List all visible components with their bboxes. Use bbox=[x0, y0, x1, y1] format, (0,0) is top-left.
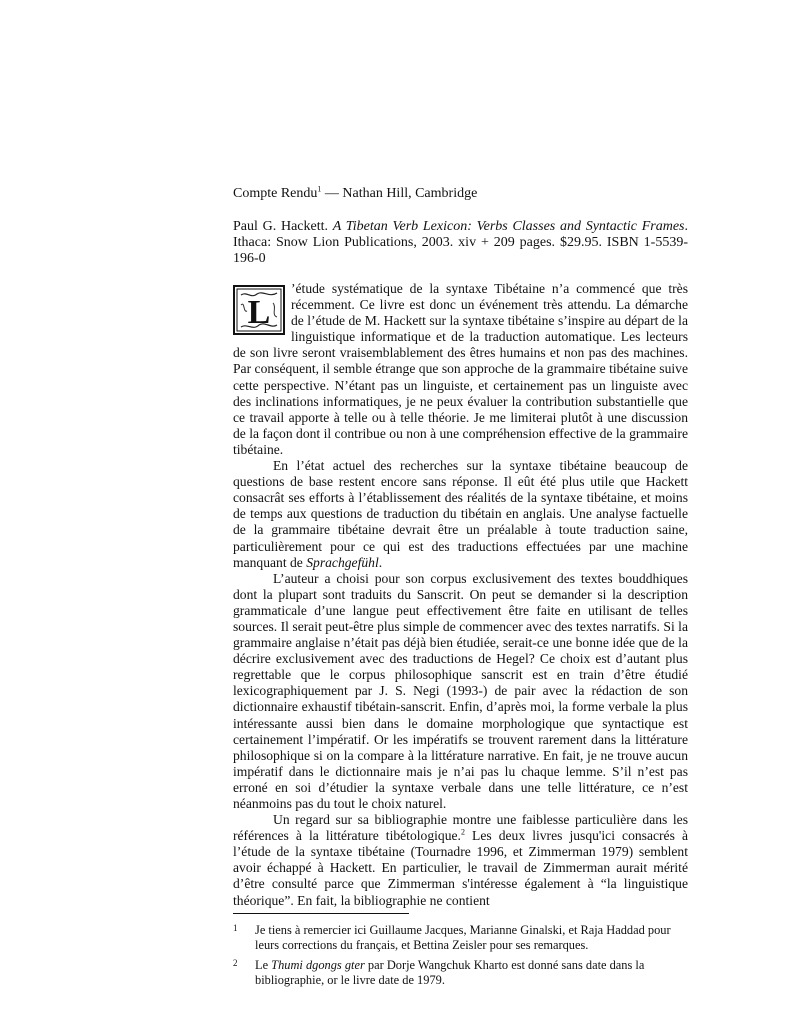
footnote-number: 2 bbox=[233, 958, 238, 968]
review-heading bbox=[233, 185, 688, 203]
dropcap-l-icon bbox=[233, 285, 285, 335]
heading-title: Compte Rendu bbox=[233, 186, 318, 201]
citation-author: Paul G. Hackett. bbox=[233, 219, 333, 234]
page-content bbox=[233, 185, 688, 909]
paragraph-1: ’étude systématique de la syntaxe Tibétaine n’a commencé que très récemment. Ce livre est donc un événement très attendu. La démarche de l’étude de M. Hackett sur la syntaxe tibétaine s’inspire au départ de la linguistique informatique et de la traduction automatique. Les lecteurs de son livre seront vraisemblablement des êtres humains et non pas des machines. Par conséquent, il semble étrange que son approche de la grammaire tibétaine suive cette perspective. N’étant pas un linguiste, et certainement pas un linguiste avec des inclinations informatiques, je ne peux évaluer la contribution substantielle que ce travail apporte à telle ou à telle théorie. Je me limiterai plutôt à une discussion de la façon dont il contribue ou non à une compréhension effective de la grammaire tibétaine. bbox=[233, 281, 688, 457]
book-citation bbox=[233, 219, 688, 267]
review-body bbox=[233, 281, 688, 909]
citation-book-title: A Tibetan Verb Lexicon: Verbs Classes and Syntactic Frames bbox=[332, 219, 685, 234]
footnote-text: Je tiens à remercier ici Guillaume Jacques, Marianne Ginalski, et Raja Haddad pour leurs corrections du français, et Bettina Zeisler pour ses remarques. bbox=[255, 923, 671, 952]
dropcap-letter: L bbox=[247, 294, 271, 331]
paragraph-2: En l’état actuel des recherches sur la syntaxe tibétaine beaucoup de questions de base restent encore sans réponse. Il eût été plus utile que Hackett consacrât ses efforts à l’établissement des réalités de la syntaxe tibétaine, et moins de temps aux questions de traduction du tibétain en anglais. Une analyse factuelle de la grammaire tibétaine devrait être un préalable à toute traduction saine, particulièrement pour ce qui est des traductions effectuées par une machine manquant de Sprachgefühl. bbox=[233, 458, 688, 570]
footnote-ref-1[interactable]: 1 bbox=[317, 184, 322, 194]
footnote-number: 1 bbox=[233, 923, 238, 933]
paragraph-3: L’auteur a choisi pour son corpus exclusivement des textes bouddhiques dont la plupart sont traduits du Sanscrit. On peut se demander si la description grammaticale d’une langue peut effectivement être faite en utilisant de telles sources. Il serait peut-être plus simple de commencer avec des textes narratifs. Si la grammaire anglaise n’était pas déjà bien étudiée, serait-ce une bonne idée que de la décrire exclusivement avec des traductions de Hegel? Ce choix est d’autant plus regrettable que le corpus philosophique sanscrit est en train d’être étudié lexicographiquement par J. S. Negi (1993-) de pair avec la rédaction de son dictionnaire exhaustif tibétain-sanscrit. Enfin, d’après moi, la forme verbale la plus intéressante aussi bien dans le domaine morphologique que syntactique est certainement l’impératif. Or les impératifs se trouvent rarement dans la littérature philosophique si on la compare à la littérature narrative. En fait, je ne trouve aucun impératif dans le dictionnaire mais je n’ai pas lu chaque lemme. S’il n’est pas erroné en soi d’étudier la syntaxe verbale dans une telle littérature, ce n’est néanmoins pas du tout le choix naturel. bbox=[233, 570, 688, 811]
footnote-1 bbox=[233, 923, 688, 952]
paragraph-4: Un regard sur sa bibliographie montre une faiblesse particulière dans les références à la littérature tibétologique.$^2$ Les deux livres jusqu'ici consacrés à l’étude de la syntaxe tibétaine (Tournadre 1996, et Zimmerman 1979) semblent avoir échappé à Hackett. En particulier, le travail de Zimmerman aurait mérité d’être consulté parce que Zimmerman s'intéresse également à “la linguistique théorique”. En fait, la bibliographie ne contient bbox=[233, 812, 688, 908]
footnotes bbox=[233, 923, 688, 993]
footnote-divider bbox=[233, 913, 409, 914]
footnote-2 bbox=[233, 958, 688, 987]
heading-author: — Nathan Hill, Cambridge bbox=[321, 186, 478, 201]
footnote-ref-2[interactable]: 2 bbox=[460, 827, 465, 837]
footnote-text: Le Thumi dgongs gter par Dorje Wangchuk Kharto est donné sans date dans la bibliographie, or le livre date de 1979. bbox=[255, 958, 645, 987]
citation-details: . Ithaca: Snow Lion Publications, 2003. xiv + 209 pages. $29.95. ISBN 1-5539-196-0 bbox=[233, 219, 689, 266]
